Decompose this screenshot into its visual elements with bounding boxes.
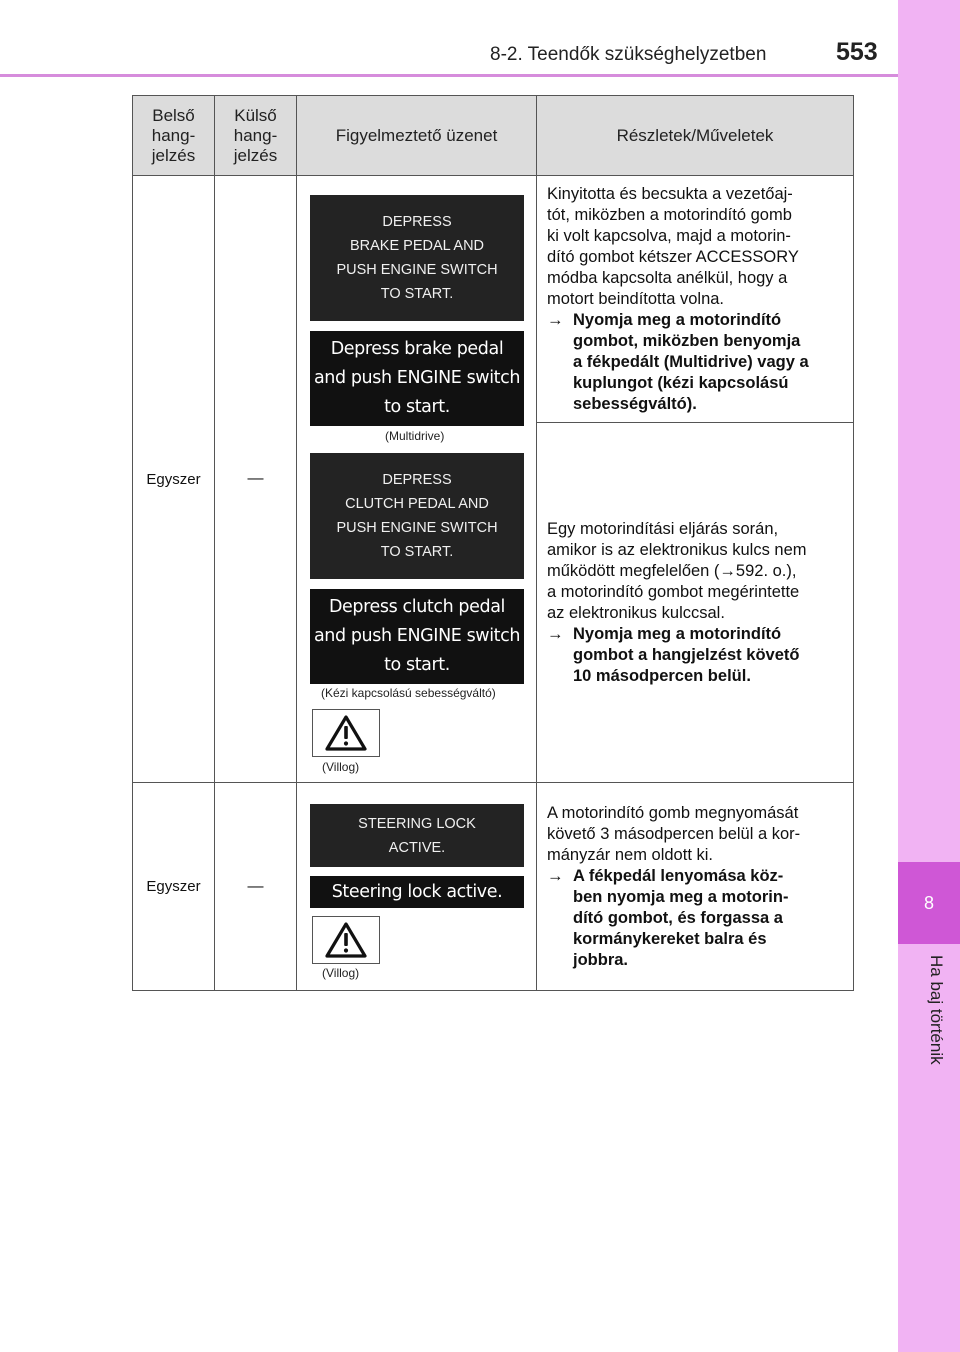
page-number: 553 xyxy=(836,38,878,66)
action-line: gombot, miközben benyomja xyxy=(573,331,801,350)
arrow-icon: → xyxy=(547,866,564,885)
header-inner-line: Belső xyxy=(152,105,195,125)
details-cell xyxy=(537,176,854,423)
display-message-bold xyxy=(310,331,524,426)
arrow-icon: → xyxy=(547,310,564,329)
side-tab xyxy=(898,0,960,1352)
warning-triangle-icon xyxy=(324,921,368,959)
action-line: kormánykereket balra és xyxy=(573,929,767,948)
detail-line: ki volt kapcsolva, majd a motorin- xyxy=(547,226,791,245)
display-line: TO START. xyxy=(380,286,454,302)
display-message-plain xyxy=(310,195,524,321)
table-header-row xyxy=(133,96,854,176)
header-details: Részletek/Műveletek xyxy=(537,96,854,176)
warning-table xyxy=(132,95,854,991)
warning-triangle-icon xyxy=(324,714,368,752)
table-row xyxy=(133,783,854,991)
header-inner-line: jelzés xyxy=(151,145,196,165)
action-item xyxy=(547,866,843,971)
inner-sound-cell: Egyszer xyxy=(133,783,215,991)
action-line: sebességváltó). xyxy=(573,394,697,413)
detail-line: dító gombot kétszer ACCESSORY xyxy=(547,247,799,266)
action-line: jobbra. xyxy=(573,950,629,969)
warning-indicator xyxy=(312,916,380,964)
action-line: ben nyomja meg a motorin- xyxy=(573,887,789,906)
header-outer-line: Külső xyxy=(234,105,277,125)
header-outer-line: hang- xyxy=(233,125,278,145)
warning-indicator xyxy=(312,709,380,757)
display-message-bold xyxy=(310,876,524,908)
detail-line: az elektronikus kulccsal. xyxy=(547,603,725,622)
display-line: to start. xyxy=(384,397,450,417)
caption-multidrive: (Multidrive) xyxy=(385,429,445,443)
display-line: PUSH ENGINE SWITCH xyxy=(336,262,498,278)
caption-manual: (Kézi kapcsolású sebességváltó) xyxy=(321,686,496,700)
header-outer-line: jelzés xyxy=(233,145,278,165)
display-line: BRAKE PEDAL AND xyxy=(349,238,485,254)
display-line: Steering lock active. xyxy=(331,881,503,902)
detail-line: Kinyitotta és becsukta a vezetőaj- xyxy=(547,184,793,203)
action-line: kuplungot (kézi kapcsolású xyxy=(573,373,789,392)
detail-line: módba kapcsolta anélkül, hogy a xyxy=(547,268,788,287)
caption-flash: (Villog) xyxy=(322,760,360,774)
table-row xyxy=(133,176,854,423)
action-item xyxy=(547,310,843,415)
action-line: dító gombot, és forgassa a xyxy=(573,908,783,927)
action-text xyxy=(573,310,809,415)
action-line: a fékpedált (Multidrive) vagy a xyxy=(573,352,809,371)
detail-line: motort beindította volna. xyxy=(547,289,725,308)
header-divider xyxy=(0,74,898,77)
display-line: Depress brake pedal xyxy=(330,339,504,359)
display-line: TO START. xyxy=(380,544,454,560)
detail-line: mányzár nem oldott ki. xyxy=(547,845,713,864)
action-text xyxy=(573,624,799,687)
display-line: CLUTCH PEDAL AND xyxy=(345,496,489,512)
message-cell xyxy=(297,783,537,991)
display-message-bold xyxy=(310,589,524,684)
action-line: gombot a hangjelzést követő xyxy=(573,645,800,664)
display-line: DEPRESS xyxy=(382,214,452,230)
header-outer-sound xyxy=(215,96,297,176)
outer-sound-cell: — xyxy=(215,783,297,991)
detail-line: amikor is az elektronikus kulcs nem xyxy=(547,540,807,559)
header-message: Figyelmeztető üzenet xyxy=(297,96,537,176)
display-line: DEPRESS xyxy=(382,472,452,488)
detail-line: Egy motorindítási eljárás során, xyxy=(547,519,779,538)
display-line: to start. xyxy=(384,655,450,675)
display-line: PUSH ENGINE SWITCH xyxy=(336,520,498,536)
header-inner-sound xyxy=(133,96,215,176)
action-item xyxy=(547,624,843,687)
action-text xyxy=(573,866,788,971)
action-line: Nyomja meg a motorindító xyxy=(573,624,782,643)
detail-line: követő 3 másodpercen belül a kor- xyxy=(547,824,801,843)
display-line: Depress clutch pedal xyxy=(328,597,505,617)
inner-sound-cell: Egyszer xyxy=(133,176,215,783)
action-line: A fékpedál lenyomása köz- xyxy=(573,866,784,885)
header-inner-line: hang- xyxy=(151,125,196,145)
detail-line: működött megfelelően (→592. o.), xyxy=(547,561,797,580)
display-message-plain xyxy=(310,453,524,579)
display-line: and push ENGINE switch xyxy=(313,626,521,646)
outer-sound-cell: — xyxy=(215,176,297,783)
caption-flash: (Villog) xyxy=(322,966,360,980)
detail-line: tót, miközben a motorindító gomb xyxy=(547,205,792,224)
display-line: ACTIVE. xyxy=(388,839,446,856)
chapter-number: 8 xyxy=(898,862,960,944)
action-line: 10 másodpercen belül. xyxy=(573,666,751,685)
arrow-icon: → xyxy=(547,624,564,643)
display-line: and push ENGINE switch xyxy=(313,368,521,388)
detail-line: a motorindító gombot megérintette xyxy=(547,582,800,601)
chapter-label: Ha baj történik xyxy=(927,955,946,1065)
message-cell xyxy=(297,176,537,783)
display-message-plain xyxy=(310,804,524,867)
details-cell xyxy=(537,423,854,783)
section-title: 8-2. Teendők szükséghelyzetben xyxy=(490,44,767,65)
details-cell xyxy=(537,783,854,991)
action-line: Nyomja meg a motorindító xyxy=(573,310,782,329)
detail-line: A motorindító gomb megnyomását xyxy=(547,803,799,822)
display-line: STEERING LOCK xyxy=(358,815,476,832)
